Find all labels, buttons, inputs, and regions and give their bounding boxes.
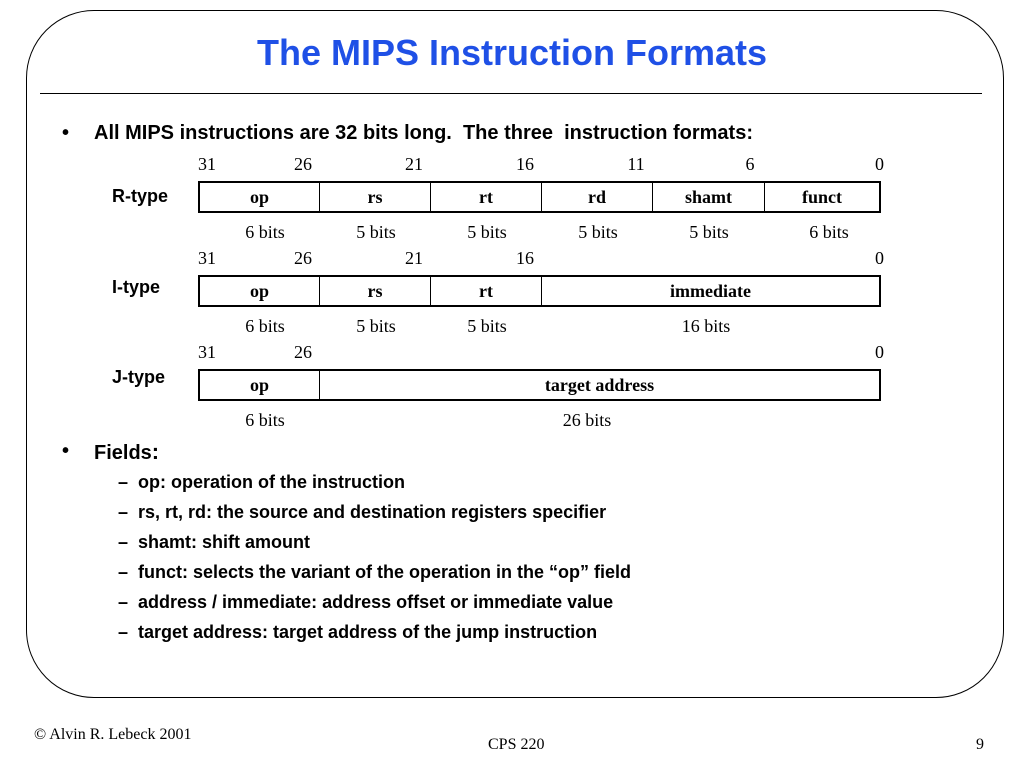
dash-icon: – — [118, 532, 129, 552]
field-op: op — [200, 277, 320, 305]
j-tick: 0 — [875, 342, 884, 362]
r-tick: 31 — [198, 154, 216, 174]
bullet-icon: • — [62, 440, 70, 462]
i-tick: 26 — [294, 248, 312, 268]
rtype-format-box — [198, 181, 881, 213]
r-bits: 5 bits — [689, 222, 729, 242]
fields-heading-colon: : — [151, 439, 160, 464]
field-description: – funct: selects the variant of the operation in the “op” field — [118, 562, 632, 582]
r-tick: 16 — [516, 154, 534, 174]
dash-icon: – — [118, 472, 129, 492]
footer-page-number: 9 — [976, 736, 984, 753]
field-immediate: immediate — [670, 281, 751, 301]
intro-bullet: All MIPS instructions are 32 bits long. The three instruction formats: — [94, 122, 753, 144]
i-tick: 16 — [516, 248, 534, 268]
j-tick: 31 — [198, 342, 216, 362]
r-tick: 26 — [294, 154, 312, 174]
r-tick: 21 — [405, 154, 423, 174]
j-tick: 26 — [294, 342, 312, 362]
r-bits: 6 bits — [809, 222, 849, 242]
field-description: – op: operation of the instruction — [118, 472, 405, 492]
bullet-icon: • — [62, 122, 70, 144]
r-tick: 0 — [875, 154, 884, 174]
fields-heading — [94, 439, 159, 465]
field-rs: rs — [320, 277, 431, 305]
jtype-label: J-type — [112, 367, 166, 387]
i-bits: 16 bits — [681, 316, 731, 336]
field-description: – address / immediate: address offset or immediate value — [118, 592, 614, 612]
dash-icon: – — [118, 502, 129, 522]
dash-icon: – — [118, 622, 129, 642]
footer-copyright: © Alvin R. Lebeck 2001 — [34, 726, 192, 743]
field-rs: rs — [320, 183, 431, 211]
field-description: – rs, rt, rd: the source and destination registers specifier — [118, 502, 607, 522]
r-bits: 5 bits — [578, 222, 618, 242]
i-bits: 5 bits — [467, 316, 507, 336]
r-tick: 11 — [627, 154, 645, 174]
field-description: – target address: target address of the jump instruction — [118, 622, 598, 642]
footer-course: CPS 220 — [488, 736, 545, 753]
itype-format-box — [198, 275, 881, 307]
j-bits: 6 bits — [245, 410, 285, 430]
r-bits: 6 bits — [245, 222, 285, 242]
dash-icon: – — [118, 592, 129, 612]
field-rt: rt — [431, 277, 542, 305]
field-funct: funct — [802, 186, 842, 207]
r-tick: 6 — [745, 154, 755, 174]
r-bits: 5 bits — [467, 222, 507, 242]
i-bits: 5 bits — [356, 316, 396, 336]
i-tick: 0 — [875, 248, 884, 268]
field-op: op — [200, 183, 320, 211]
rtype-label: R-type — [112, 186, 169, 206]
i-bits: 6 bits — [245, 316, 285, 336]
field-target-address: target address — [544, 374, 655, 395]
title-divider — [40, 93, 982, 94]
slide-title: The MIPS Instruction Formats — [256, 32, 768, 73]
field-description: – shamt: shift amount — [118, 532, 311, 552]
itype-label: I-type — [112, 277, 161, 297]
fields-heading-text: Fields — [94, 442, 152, 464]
field-shamt: shamt — [653, 183, 765, 211]
i-tick: 31 — [198, 248, 216, 268]
jtype-format-box — [198, 369, 881, 401]
r-bits: 5 bits — [356, 222, 396, 242]
field-rt: rt — [431, 183, 542, 211]
dash-icon: – — [118, 562, 129, 582]
j-bits: 26 bits — [562, 410, 612, 430]
i-tick: 21 — [405, 248, 423, 268]
field-rd: rd — [542, 183, 653, 211]
field-op: op — [200, 371, 320, 399]
